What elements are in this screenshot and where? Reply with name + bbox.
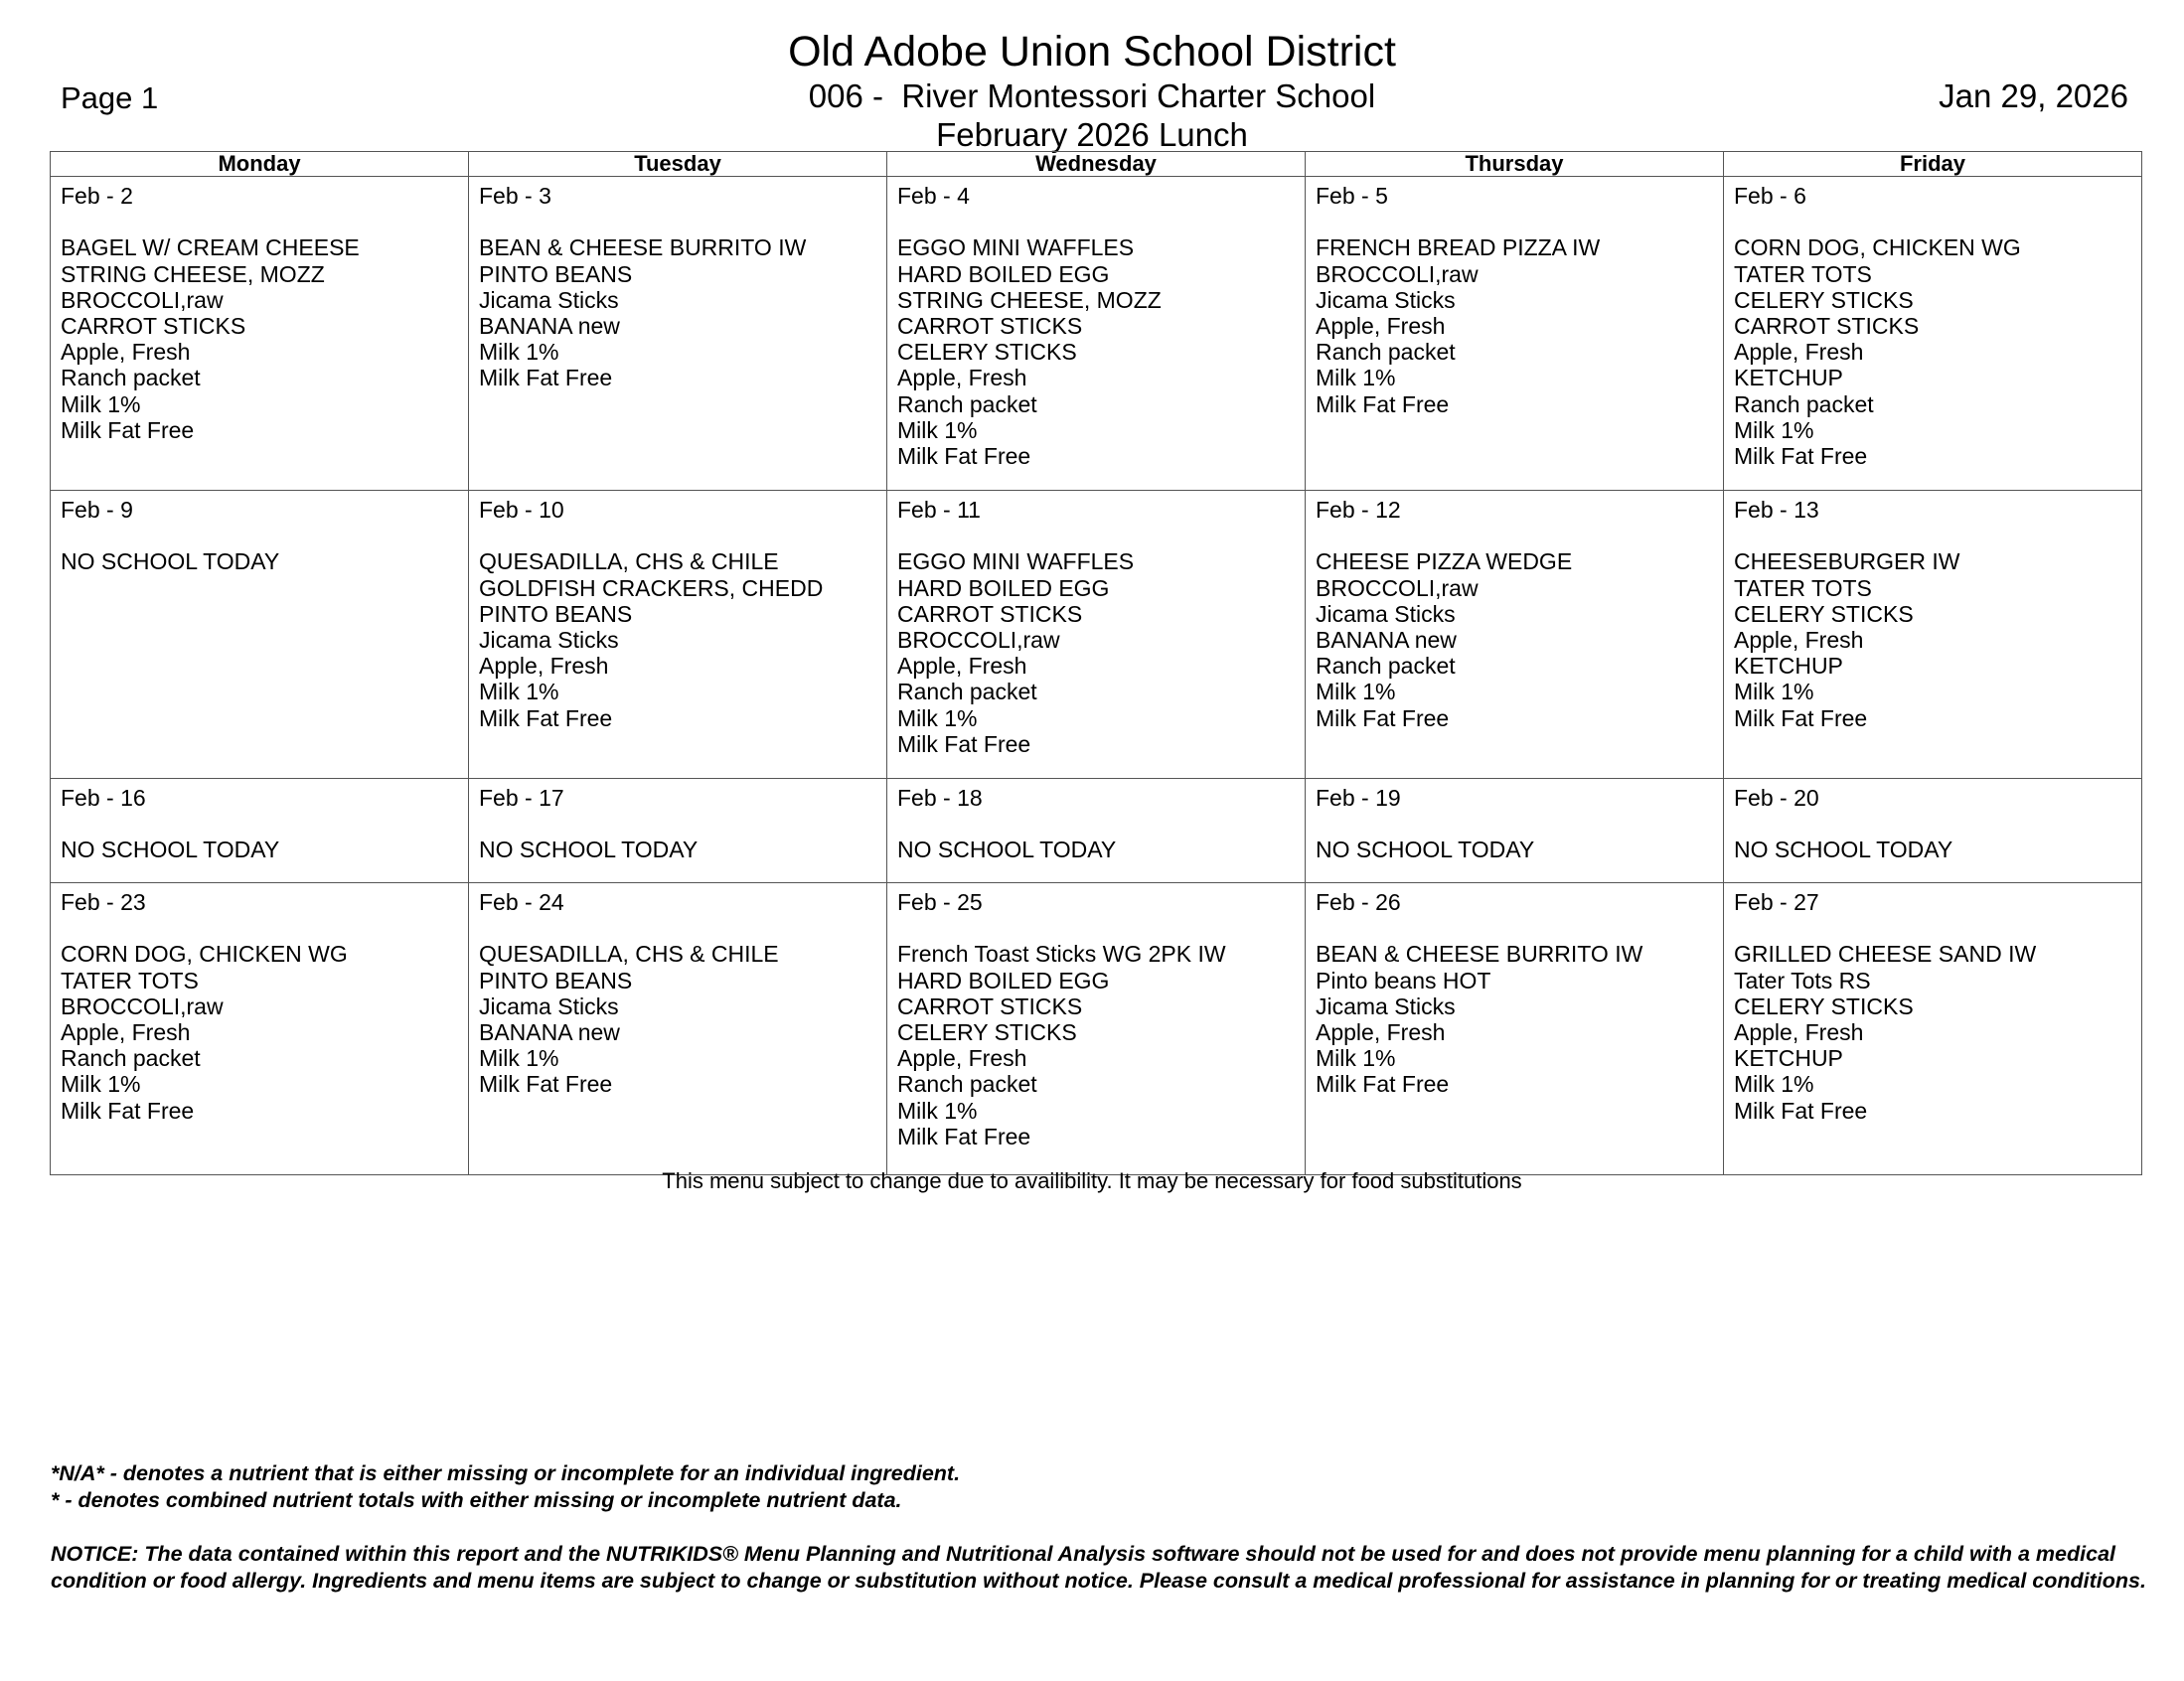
menu-item: TATER TOTS [1734,260,1872,287]
district-title: Old Adobe Union School District [788,28,1396,76]
menu-item-list [479,548,886,730]
menu-item-list [61,548,468,574]
menu-item: Jicama Sticks [479,993,619,1019]
day-cell [51,779,469,883]
day-date: Feb - 23 [61,889,146,915]
day-date: Feb - 20 [1734,785,1819,811]
day-date: Feb - 17 [479,785,564,811]
menu-item-list [1316,941,1723,1097]
day-cell [887,883,1306,1175]
day-cell [51,883,469,1175]
menu-item: Milk 1% [1734,416,1814,443]
menu-item: STRING CHEESE, MOZZ [897,286,1162,313]
menu-item-list [479,941,886,1097]
day-cell [469,883,887,1175]
menu-item: Apple, Fresh [61,1019,191,1045]
footnotes [51,1460,2147,1595]
day-date: Feb - 26 [1316,889,1401,915]
day-cell [1306,491,1724,779]
menu-item: Milk Fat Free [897,730,1031,757]
day-cell [51,491,469,779]
menu-item: Ranch packet [897,1071,1037,1098]
menu-item: Milk Fat Free [1316,390,1450,417]
menu-item: Milk Fat Free [897,443,1031,470]
week-row [51,779,2142,883]
menu-item: Jicama Sticks [1316,993,1456,1019]
day-cell [1724,779,2142,883]
menu-item: GRILLED CHEESE SAND IW [1734,941,2037,968]
menu-item-list [61,837,468,862]
menu-item: Milk 1% [897,416,978,443]
week-row [51,177,2142,491]
day-date: Feb - 4 [897,183,970,209]
menu-item: Milk 1% [1734,1071,1814,1098]
menu-item: Ranch packet [61,365,201,391]
menu-item: Apple, Fresh [1734,1019,1864,1045]
day-date: Feb - 10 [479,497,564,523]
day-cell [469,177,887,491]
menu-item-list [897,234,1305,469]
day-cell [887,177,1306,491]
menu-item-list [479,234,886,390]
calendar-body [51,177,2142,1175]
menu-item: BANANA new [479,313,620,339]
menu-item-list [1316,548,1723,730]
menu-item: BROCCOLI,raw [61,286,224,313]
day-date: Feb - 12 [1316,497,1401,523]
weekday-header-wednesday: Wednesday [887,152,1306,177]
day-date: Feb - 13 [1734,497,1819,523]
menu-item: QUESADILLA, CHS & CHILE [479,548,779,575]
menu-item: Milk Fat Free [479,1071,613,1098]
menu-item-list [897,548,1305,757]
menu-item: CHEESEBURGER IW [1734,548,1960,575]
menu-item: Ranch packet [61,1045,201,1072]
menu-item: Apple, Fresh [1316,1019,1446,1045]
menu-item: CARROT STICKS [897,600,1083,627]
menu-item: Ranch packet [897,679,1037,705]
menu-item: Jicama Sticks [1316,600,1456,627]
notice-text: NOTICE: The data contained within this report and the NUTRIKIDS® Menu Planning and Nutritional Analysis software should not be used for and does not provide menu planning for a child with a medical condition or food allergy. Ingredients and menu items are subject to change or substitution without notice. Please consult a medical professional for assistance in planning for or treating medical conditions. [51,1542,2146,1593]
menu-item: BAGEL W/ CREAM CHEESE [61,234,360,261]
menu-item: CELERY STICKS [1734,286,1914,313]
menu-item-list [61,234,468,443]
day-cell [1724,883,2142,1175]
day-date: Feb - 16 [61,785,146,811]
menu-item: Jicama Sticks [1316,286,1456,313]
menu-item: BROCCOLI,raw [1316,574,1479,601]
menu-disclaimer: This menu subject to change due to availibility. It may be necessary for food substitutions [662,1168,1522,1193]
day-date: Feb - 9 [61,497,133,523]
day-date: Feb - 6 [1734,183,1806,209]
menu-item: CELERY STICKS [897,339,1077,366]
menu-item: CORN DOG, CHICKEN WG [1734,234,2021,261]
menu-item-list [61,941,468,1123]
day-cell [469,491,887,779]
report-date: Jan 29, 2026 [1939,77,2128,114]
menu-item: Milk 1% [1734,679,1814,705]
menu-item: Milk 1% [897,1097,978,1124]
menu-item: BEAN & CHEESE BURRITO IW [1316,941,1643,968]
menu-item: BROCCOLI,raw [1316,260,1479,287]
menu-item: PINTO BEANS [479,260,633,287]
menu-item: QUESADILLA, CHS & CHILE [479,941,779,968]
day-date: Feb - 27 [1734,889,1819,915]
menu-item: Jicama Sticks [479,627,619,653]
menu-item: Tater Tots RS [1734,967,1871,993]
menu-item: Apple, Fresh [1734,339,1864,366]
menu-item: Apple, Fresh [897,365,1027,391]
weekday-header-row [51,152,2142,177]
menu-item: Milk Fat Free [897,1123,1031,1149]
menu-item: Apple, Fresh [897,653,1027,680]
weekday-header-monday: Monday [51,152,469,177]
menu-item: Milk Fat Free [1316,704,1450,731]
menu-item: Milk 1% [897,704,978,731]
menu-item-list [1734,837,2141,862]
menu-item: NO SCHOOL TODAY [61,548,280,575]
menu-item: BEAN & CHEESE BURRITO IW [479,234,807,261]
menu-title: February 2026 Lunch [936,116,1248,153]
menu-item: NO SCHOOL TODAY [1316,837,1535,863]
menu-item: Pinto beans HOT [1316,967,1491,993]
menu-item: CELERY STICKS [897,1019,1077,1045]
menu-item: Milk Fat Free [61,1097,195,1124]
menu-item: NO SCHOOL TODAY [897,837,1117,863]
menu-item: NO SCHOOL TODAY [1734,837,1953,863]
day-cell [1306,177,1724,491]
menu-item-list [1734,941,2141,1123]
menu-item: TATER TOTS [1734,574,1872,601]
menu-item: Milk 1% [61,1071,141,1098]
menu-item: PINTO BEANS [479,967,633,993]
day-date: Feb - 24 [479,889,564,915]
menu-item: BANANA new [479,1019,620,1045]
menu-item: CELERY STICKS [1734,600,1914,627]
menu-item: Apple, Fresh [479,653,609,680]
menu-item: FRENCH BREAD PIZZA IW [1316,234,1601,261]
menu-item: PINTO BEANS [479,600,633,627]
menu-item: Milk 1% [479,339,559,366]
menu-item: NO SCHOOL TODAY [61,837,280,863]
menu-item: Apple, Fresh [1316,313,1446,339]
menu-item: Milk Fat Free [61,416,195,443]
day-cell [1306,779,1724,883]
menu-item: HARD BOILED EGG [897,967,1110,993]
menu-item: Ranch packet [1316,339,1456,366]
day-cell [469,779,887,883]
menu-item: CARROT STICKS [61,313,246,339]
menu-item-list [1316,837,1723,862]
menu-item: BROCCOLI,raw [897,627,1060,653]
day-date: Feb - 19 [1316,785,1401,811]
menu-item: KETCHUP [1734,1045,1843,1072]
menu-item: Apple, Fresh [897,1045,1027,1072]
menu-item: Milk Fat Free [1734,704,1868,731]
menu-item: Apple, Fresh [1734,627,1864,653]
menu-item: KETCHUP [1734,365,1843,391]
menu-item: EGGO MINI WAFFLES [897,234,1135,261]
menu-item: Milk Fat Free [479,365,613,391]
menu-item: NO SCHOOL TODAY [479,837,699,863]
menu-item: Milk 1% [1316,365,1396,391]
day-date: Feb - 11 [897,497,981,523]
menu-item: Ranch packet [897,390,1037,417]
week-row [51,491,2142,779]
day-cell [887,779,1306,883]
menu-item: Milk Fat Free [479,704,613,731]
menu-item: CARROT STICKS [897,993,1083,1019]
menu-item: Apple, Fresh [61,339,191,366]
menu-item: TATER TOTS [61,967,199,993]
weekday-header-tuesday: Tuesday [469,152,887,177]
day-cell [1724,177,2142,491]
menu-item: Milk 1% [479,679,559,705]
footnote-na: *N/A* - denotes a nutrient that is either missing or incomplete for an individual ingredient. [51,1461,961,1485]
menu-item: Jicama Sticks [479,286,619,313]
day-date: Feb - 18 [897,785,983,811]
menu-item-list [1734,234,2141,469]
menu-item: French Toast Sticks WG 2PK IW [897,941,1226,968]
footnote-star: * - denotes combined nutrient totals with either missing or incomplete nutrient data. [51,1488,902,1512]
page-number: Page 1 [61,80,159,115]
menu-item: CORN DOG, CHICKEN WG [61,941,348,968]
menu-item: BROCCOLI,raw [61,993,224,1019]
menu-item: CARROT STICKS [897,313,1083,339]
menu-item: CHEESE PIZZA WEDGE [1316,548,1573,575]
menu-item-list [1316,234,1723,416]
day-date: Feb - 3 [479,183,551,209]
menu-item-list [897,941,1305,1149]
menu-item: Ranch packet [1316,653,1456,680]
weekday-header-thursday: Thursday [1306,152,1724,177]
day-cell [1306,883,1724,1175]
day-cell [51,177,469,491]
menu-item: HARD BOILED EGG [897,260,1110,287]
menu-item-list [897,837,1305,862]
menu-item: Milk 1% [1316,1045,1396,1072]
menu-item: Milk Fat Free [1734,443,1868,470]
menu-item: CELERY STICKS [1734,993,1914,1019]
week-row [51,883,2142,1175]
menu-item: STRING CHEESE, MOZZ [61,260,325,287]
menu-item: Milk 1% [61,390,141,417]
menu-item: Ranch packet [1734,390,1874,417]
menu-item: Milk Fat Free [1316,1071,1450,1098]
menu-item-list [1734,548,2141,730]
menu-item: GOLDFISH CRACKERS, CHEDD [479,574,824,601]
menu-item: EGGO MINI WAFFLES [897,548,1135,575]
menu-item: Milk Fat Free [1734,1097,1868,1124]
day-cell [1724,491,2142,779]
menu-item: Milk 1% [1316,679,1396,705]
menu-item: HARD BOILED EGG [897,574,1110,601]
menu-item: BANANA new [1316,627,1457,653]
day-date: Feb - 5 [1316,183,1388,209]
menu-item-list [479,837,886,862]
menu-calendar [50,151,2142,1175]
day-date: Feb - 2 [61,183,133,209]
menu-item: Milk 1% [479,1045,559,1072]
menu-item: KETCHUP [1734,653,1843,680]
school-name: 006 - River Montessori Charter School [808,77,1376,114]
menu-item: CARROT STICKS [1734,313,1920,339]
day-cell [887,491,1306,779]
weekday-header-friday: Friday [1724,152,2142,177]
day-date: Feb - 25 [897,889,983,915]
